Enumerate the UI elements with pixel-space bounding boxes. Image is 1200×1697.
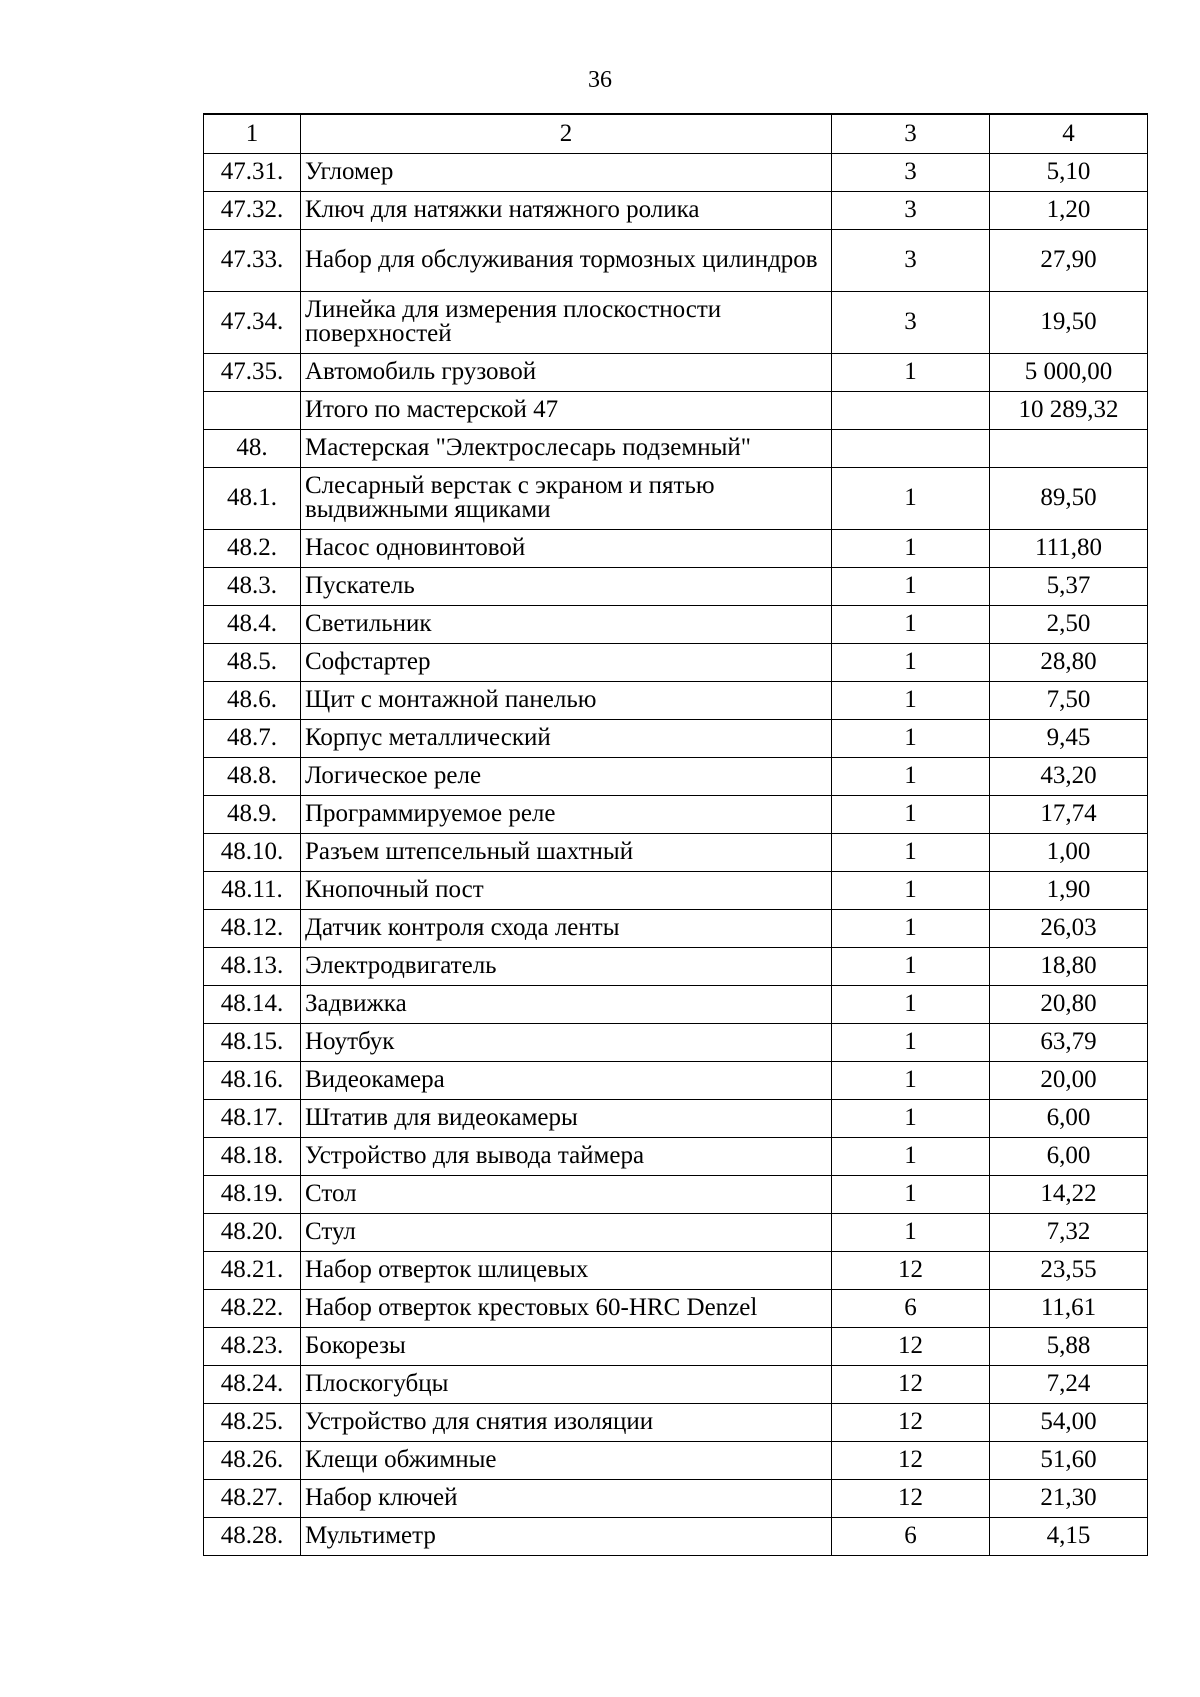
row-number-cell: 48.13. xyxy=(204,947,301,985)
quantity-cell: 1 xyxy=(832,467,990,529)
row-number-cell: 48.24. xyxy=(204,1365,301,1403)
quantity-cell: 1 xyxy=(832,681,990,719)
price-cell: 5,88 xyxy=(990,1327,1148,1365)
quantity-cell xyxy=(832,391,990,429)
table-row xyxy=(204,909,1148,947)
quantity-cell: 1 xyxy=(832,529,990,567)
price-cell: 6,00 xyxy=(990,1137,1148,1175)
item-name-cell: Кнопочный пост xyxy=(301,871,832,909)
quantity-cell: 1 xyxy=(832,871,990,909)
table-row xyxy=(204,1023,1148,1061)
quantity-cell xyxy=(832,429,990,467)
item-name-cell: Ноутбук xyxy=(301,1023,832,1061)
quantity-cell: 6 xyxy=(832,1289,990,1327)
item-name-cell: Стул xyxy=(301,1213,832,1251)
quantity-cell: 1 xyxy=(832,1175,990,1213)
item-name-cell: Итого по мастерской 47 xyxy=(301,391,832,429)
price-cell: 28,80 xyxy=(990,643,1148,681)
quantity-cell: 1 xyxy=(832,643,990,681)
row-number-cell: 48.20. xyxy=(204,1213,301,1251)
row-number-cell: 48.7. xyxy=(204,719,301,757)
item-name-cell: Электродвигатель xyxy=(301,947,832,985)
price-cell: 89,50 xyxy=(990,467,1148,529)
table-row xyxy=(204,719,1148,757)
table-row xyxy=(204,757,1148,795)
quantity-cell: 1 xyxy=(832,909,990,947)
quantity-cell: 1 xyxy=(832,947,990,985)
table-row xyxy=(204,1327,1148,1365)
price-cell: 23,55 xyxy=(990,1251,1148,1289)
quantity-cell: 12 xyxy=(832,1327,990,1365)
table-row xyxy=(204,429,1148,467)
item-name-cell: Плоскогубцы xyxy=(301,1365,832,1403)
price-cell: 4,15 xyxy=(990,1517,1148,1555)
item-name-cell: Софстартер xyxy=(301,643,832,681)
row-number-cell: 48.4. xyxy=(204,605,301,643)
row-number-cell: 48.21. xyxy=(204,1251,301,1289)
price-cell: 63,79 xyxy=(990,1023,1148,1061)
row-number-cell: 48. xyxy=(204,429,301,467)
price-cell: 7,50 xyxy=(990,681,1148,719)
table-row xyxy=(204,467,1148,529)
item-name-cell: Клещи обжимные xyxy=(301,1441,832,1479)
quantity-cell: 1 xyxy=(832,1023,990,1061)
table-row xyxy=(204,1479,1148,1517)
quantity-cell: 6 xyxy=(832,1517,990,1555)
quantity-cell: 1 xyxy=(832,353,990,391)
table-row xyxy=(204,1137,1148,1175)
row-number-cell: 48.9. xyxy=(204,795,301,833)
quantity-cell: 1 xyxy=(832,567,990,605)
price-cell: 19,50 xyxy=(990,291,1148,353)
item-name-cell: Пускатель xyxy=(301,567,832,605)
item-name-cell: Автомобиль грузовой xyxy=(301,353,832,391)
row-number-cell: 48.1. xyxy=(204,467,301,529)
item-name-cell: Набор отверток крестовых 60-HRC Denzel xyxy=(301,1289,832,1327)
table-row xyxy=(204,1251,1148,1289)
table-row xyxy=(204,353,1148,391)
price-cell: 2,50 xyxy=(990,605,1148,643)
price-cell: 11,61 xyxy=(990,1289,1148,1327)
price-cell xyxy=(990,429,1148,467)
price-cell: 21,30 xyxy=(990,1479,1148,1517)
table-row xyxy=(204,871,1148,909)
price-cell: 54,00 xyxy=(990,1403,1148,1441)
item-name-cell: Программируемое реле xyxy=(301,795,832,833)
row-number-cell: 48.12. xyxy=(204,909,301,947)
row-number-cell: 48.23. xyxy=(204,1327,301,1365)
row-number-cell: 48.2. xyxy=(204,529,301,567)
table-row xyxy=(204,1175,1148,1213)
price-cell: 26,03 xyxy=(990,909,1148,947)
price-cell: 20,00 xyxy=(990,1061,1148,1099)
price-cell: 9,45 xyxy=(990,719,1148,757)
table-body xyxy=(204,153,1148,1555)
price-cell: 1,90 xyxy=(990,871,1148,909)
quantity-cell: 12 xyxy=(832,1479,990,1517)
row-number-cell: 48.5. xyxy=(204,643,301,681)
row-number-cell: 48.22. xyxy=(204,1289,301,1327)
row-number-cell: 48.15. xyxy=(204,1023,301,1061)
item-name-cell: Разъем штепсельный шахтный xyxy=(301,833,832,871)
table-row xyxy=(204,605,1148,643)
item-name-cell: Штатив для видеокамеры xyxy=(301,1099,832,1137)
table-row xyxy=(204,681,1148,719)
table-row xyxy=(204,1441,1148,1479)
quantity-cell: 12 xyxy=(832,1365,990,1403)
item-name-cell: Бокорезы xyxy=(301,1327,832,1365)
item-name-cell: Видеокамера xyxy=(301,1061,832,1099)
price-cell: 10 289,32 xyxy=(990,391,1148,429)
table-row xyxy=(204,567,1148,605)
table-row xyxy=(204,1213,1148,1251)
price-cell: 17,74 xyxy=(990,795,1148,833)
quantity-cell: 1 xyxy=(832,757,990,795)
row-number-cell: 48.18. xyxy=(204,1137,301,1175)
row-number-cell: 47.35. xyxy=(204,353,301,391)
row-number-cell: 47.32. xyxy=(204,191,301,229)
price-cell: 27,90 xyxy=(990,229,1148,291)
row-number-cell: 48.8. xyxy=(204,757,301,795)
page-number: 36 xyxy=(588,67,612,93)
quantity-cell: 1 xyxy=(832,1213,990,1251)
table-row xyxy=(204,833,1148,871)
equipment-table xyxy=(203,113,1148,1556)
quantity-cell: 12 xyxy=(832,1403,990,1441)
item-name-cell: Насос одновинтовой xyxy=(301,529,832,567)
row-number-cell: 48.14. xyxy=(204,985,301,1023)
header-cell-3: 3 xyxy=(832,114,990,153)
table-row xyxy=(204,291,1148,353)
item-name-cell: Стол xyxy=(301,1175,832,1213)
quantity-cell: 1 xyxy=(832,1061,990,1099)
quantity-cell: 1 xyxy=(832,833,990,871)
table-row xyxy=(204,1365,1148,1403)
table-row xyxy=(204,643,1148,681)
item-name-cell: Устройство для снятия изоляции xyxy=(301,1403,832,1441)
row-number-cell: 48.26. xyxy=(204,1441,301,1479)
table-row xyxy=(204,795,1148,833)
quantity-cell: 1 xyxy=(832,795,990,833)
price-cell: 51,60 xyxy=(990,1441,1148,1479)
quantity-cell: 1 xyxy=(832,605,990,643)
item-name-cell: Линейка для измерения плоскостности поверхностей xyxy=(301,291,832,353)
table-row xyxy=(204,1403,1148,1441)
row-number-cell: 48.17. xyxy=(204,1099,301,1137)
table-row xyxy=(204,391,1148,429)
item-name-cell: Ключ для натяжки натяжного ролика xyxy=(301,191,832,229)
price-cell: 7,24 xyxy=(990,1365,1148,1403)
row-number-cell: 48.6. xyxy=(204,681,301,719)
item-name-cell: Слесарный верстак с экраном и пятью выдвижными ящиками xyxy=(301,467,832,529)
table-row xyxy=(204,153,1148,191)
quantity-cell: 12 xyxy=(832,1441,990,1479)
item-name-cell: Щит с монтажной панелью xyxy=(301,681,832,719)
price-cell: 6,00 xyxy=(990,1099,1148,1137)
table-row xyxy=(204,1099,1148,1137)
item-name-cell: Набор для обслуживания тормозных цилиндров xyxy=(301,229,832,291)
price-cell: 1,00 xyxy=(990,833,1148,871)
price-cell: 5,10 xyxy=(990,153,1148,191)
quantity-cell: 3 xyxy=(832,229,990,291)
item-name-cell: Светильник xyxy=(301,605,832,643)
row-number-cell: 48.19. xyxy=(204,1175,301,1213)
item-name-cell: Угломер xyxy=(301,153,832,191)
row-number-cell: 48.3. xyxy=(204,567,301,605)
price-cell: 5,37 xyxy=(990,567,1148,605)
row-number-cell: 48.11. xyxy=(204,871,301,909)
item-name-cell: Мастерская "Электрослесарь подземный" xyxy=(301,429,832,467)
table-row xyxy=(204,229,1148,291)
row-number-cell: 48.16. xyxy=(204,1061,301,1099)
table-row xyxy=(204,985,1148,1023)
item-name-cell: Набор отверток шлицевых xyxy=(301,1251,832,1289)
quantity-cell: 1 xyxy=(832,719,990,757)
price-cell: 5 000,00 xyxy=(990,353,1148,391)
header-cell-1: 1 xyxy=(204,114,301,153)
quantity-cell: 12 xyxy=(832,1251,990,1289)
quantity-cell: 3 xyxy=(832,291,990,353)
table-row xyxy=(204,191,1148,229)
item-name-cell: Логическое реле xyxy=(301,757,832,795)
item-name-cell: Устройство для вывода таймера xyxy=(301,1137,832,1175)
table-row xyxy=(204,947,1148,985)
price-cell: 14,22 xyxy=(990,1175,1148,1213)
price-cell: 111,80 xyxy=(990,529,1148,567)
table-row xyxy=(204,1289,1148,1327)
quantity-cell: 1 xyxy=(832,1137,990,1175)
row-number-cell: 47.33. xyxy=(204,229,301,291)
quantity-cell: 3 xyxy=(832,153,990,191)
table-row xyxy=(204,529,1148,567)
item-name-cell: Мультиметр xyxy=(301,1517,832,1555)
price-cell: 18,80 xyxy=(990,947,1148,985)
table-row xyxy=(204,1061,1148,1099)
row-number-cell: 48.28. xyxy=(204,1517,301,1555)
price-cell: 20,80 xyxy=(990,985,1148,1023)
row-number-cell: 48.27. xyxy=(204,1479,301,1517)
item-name-cell: Задвижка xyxy=(301,985,832,1023)
header-cell-4: 4 xyxy=(990,114,1148,153)
header-row xyxy=(204,114,1148,153)
row-number-cell: 47.31. xyxy=(204,153,301,191)
price-cell: 1,20 xyxy=(990,191,1148,229)
item-name-cell: Корпус металлический xyxy=(301,719,832,757)
price-cell: 43,20 xyxy=(990,757,1148,795)
table-row xyxy=(204,1517,1148,1555)
quantity-cell: 1 xyxy=(832,1099,990,1137)
row-number-cell: 48.25. xyxy=(204,1403,301,1441)
row-number-cell: 48.10. xyxy=(204,833,301,871)
row-number-cell: 47.34. xyxy=(204,291,301,353)
price-cell: 7,32 xyxy=(990,1213,1148,1251)
quantity-cell: 1 xyxy=(832,985,990,1023)
quantity-cell: 3 xyxy=(832,191,990,229)
header-cell-2: 2 xyxy=(301,114,832,153)
row-number-cell xyxy=(204,391,301,429)
item-name-cell: Датчик контроля схода ленты xyxy=(301,909,832,947)
table-header xyxy=(204,114,1148,153)
item-name-cell: Набор ключей xyxy=(301,1479,832,1517)
